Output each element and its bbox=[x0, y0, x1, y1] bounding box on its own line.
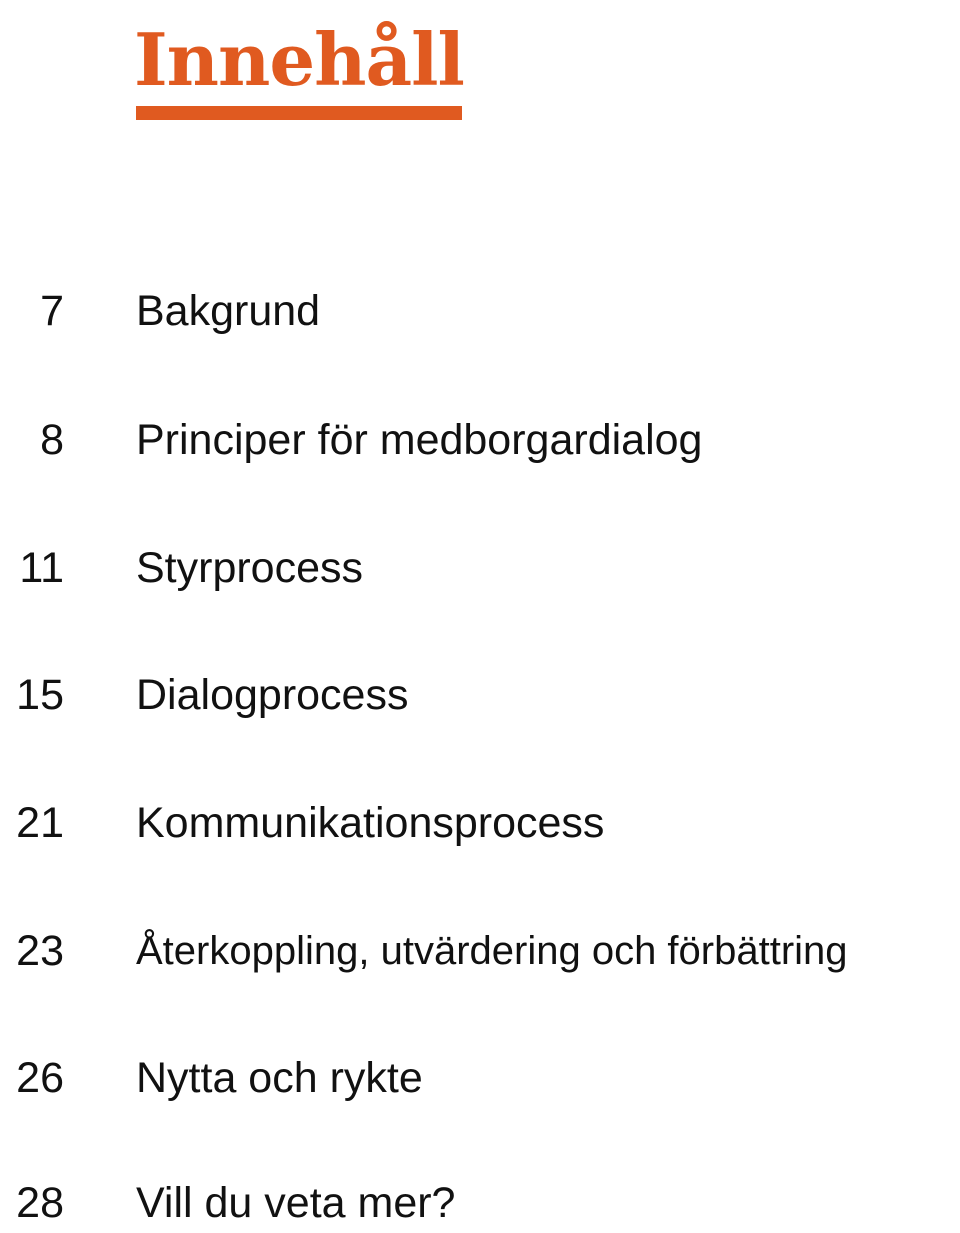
toc-entry-label: Vill du veta mer? bbox=[136, 1179, 456, 1227]
toc-entry[interactable] bbox=[0, 793, 960, 853]
title-underline bbox=[136, 106, 462, 120]
page-title: Innehåll bbox=[134, 17, 464, 102]
toc-entry-label: Nytta och rykte bbox=[136, 1054, 423, 1102]
toc-entry[interactable] bbox=[0, 1048, 960, 1108]
toc-entry-label: Dialogprocess bbox=[136, 671, 409, 719]
toc-entry[interactable] bbox=[0, 665, 960, 725]
toc-page-number: 28 bbox=[16, 1179, 64, 1227]
toc-entry[interactable] bbox=[0, 410, 960, 470]
toc-entry[interactable] bbox=[0, 281, 960, 341]
toc-page-number: 11 bbox=[19, 544, 64, 592]
toc-page-number: 7 bbox=[40, 287, 64, 335]
toc-entry-label: Bakgrund bbox=[136, 287, 321, 335]
toc-page-number: 21 bbox=[16, 799, 64, 847]
toc-page-number: 8 bbox=[40, 416, 64, 464]
toc-entry-label: Styrprocess bbox=[136, 544, 364, 592]
toc-entry[interactable] bbox=[0, 538, 960, 598]
toc-entry[interactable] bbox=[0, 1173, 960, 1233]
toc-entry-label: Principer för medborgardialog bbox=[136, 416, 703, 464]
toc-entry[interactable] bbox=[0, 921, 960, 981]
toc-entry-label: Kommunikationsprocess bbox=[136, 799, 605, 847]
toc-page-number: 15 bbox=[16, 671, 64, 719]
toc-page-number: 26 bbox=[16, 1054, 64, 1102]
toc-entry-label: Återkoppling, utvärdering och förbättring bbox=[136, 929, 848, 973]
toc-page-number: 23 bbox=[16, 927, 64, 975]
